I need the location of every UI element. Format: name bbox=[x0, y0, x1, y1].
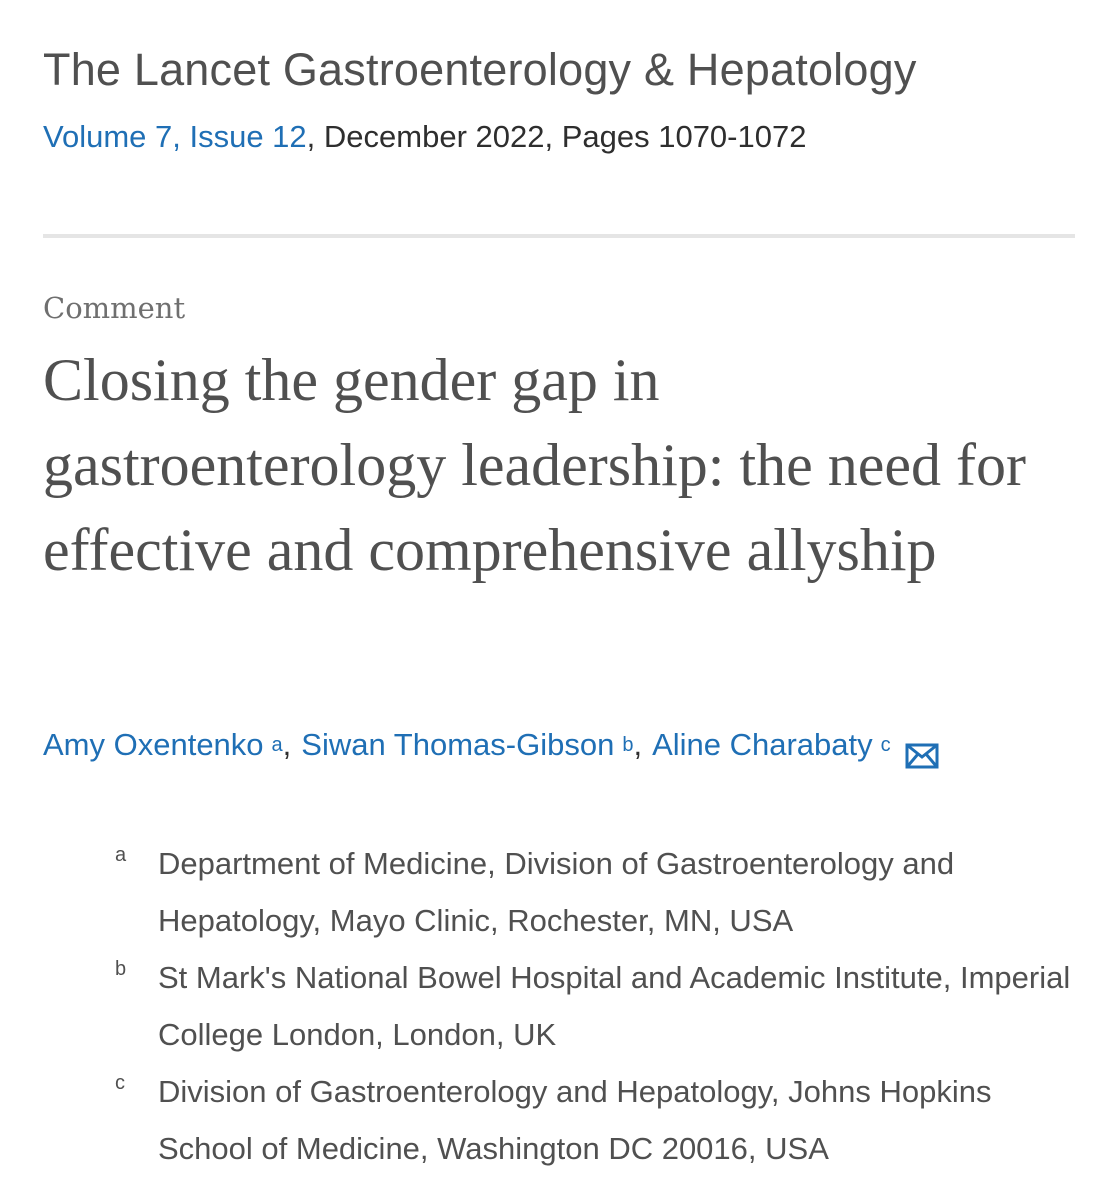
affiliation-text: Department of Medicine, Division of Gastroenterology and Hepatology, Mayo Clinic, Rochester, MN, USA bbox=[158, 846, 955, 938]
affiliation-list bbox=[115, 835, 1075, 1177]
citation-details: , December 2022, Pages 1070-1072 bbox=[306, 119, 807, 154]
affiliation-text: St Mark's National Bowel Hospital and Academic Institute, Imperial College London, London, UK bbox=[158, 960, 1071, 1052]
article-title: Closing the gender gap in gastroenterology leadership: the need for effective and comprehensive allyship bbox=[43, 347, 1026, 583]
author-link[interactable]: Amy Oxentenko $^a$ bbox=[43, 720, 283, 770]
author-name: Amy Oxentenko bbox=[43, 727, 264, 762]
affiliation-label: b bbox=[115, 958, 127, 980]
mail-icon[interactable] bbox=[905, 734, 939, 760]
author-name: Siwan Thomas-Gibson bbox=[301, 727, 615, 762]
citation-line bbox=[43, 113, 806, 161]
author-list bbox=[43, 720, 939, 770]
affiliation-item bbox=[115, 1063, 1075, 1177]
article-type: Comment bbox=[43, 291, 186, 325]
author-name: Aline Charabaty bbox=[652, 727, 873, 762]
author-separator: , bbox=[282, 727, 292, 762]
journal-title[interactable]: The Lancet Gastroenterology & Hepatology bbox=[43, 44, 917, 95]
author-link[interactable]: Aline Charabaty $^c$ bbox=[652, 720, 891, 770]
author-link[interactable]: Siwan Thomas-Gibson $^b$ bbox=[301, 720, 633, 770]
affiliation-label: a bbox=[115, 844, 127, 866]
affiliation-label: c bbox=[115, 1072, 125, 1094]
volume-issue-link[interactable]: Volume 7, Issue 12 bbox=[43, 119, 307, 154]
affiliation-item bbox=[115, 835, 1075, 949]
header-divider bbox=[43, 234, 1075, 238]
affiliation-item bbox=[115, 949, 1075, 1063]
affiliation-text: Division of Gastroenterology and Hepatology, Johns Hopkins School of Medicine, Washington DC 20016, USA bbox=[158, 1074, 992, 1166]
author-separator: , bbox=[633, 727, 643, 762]
